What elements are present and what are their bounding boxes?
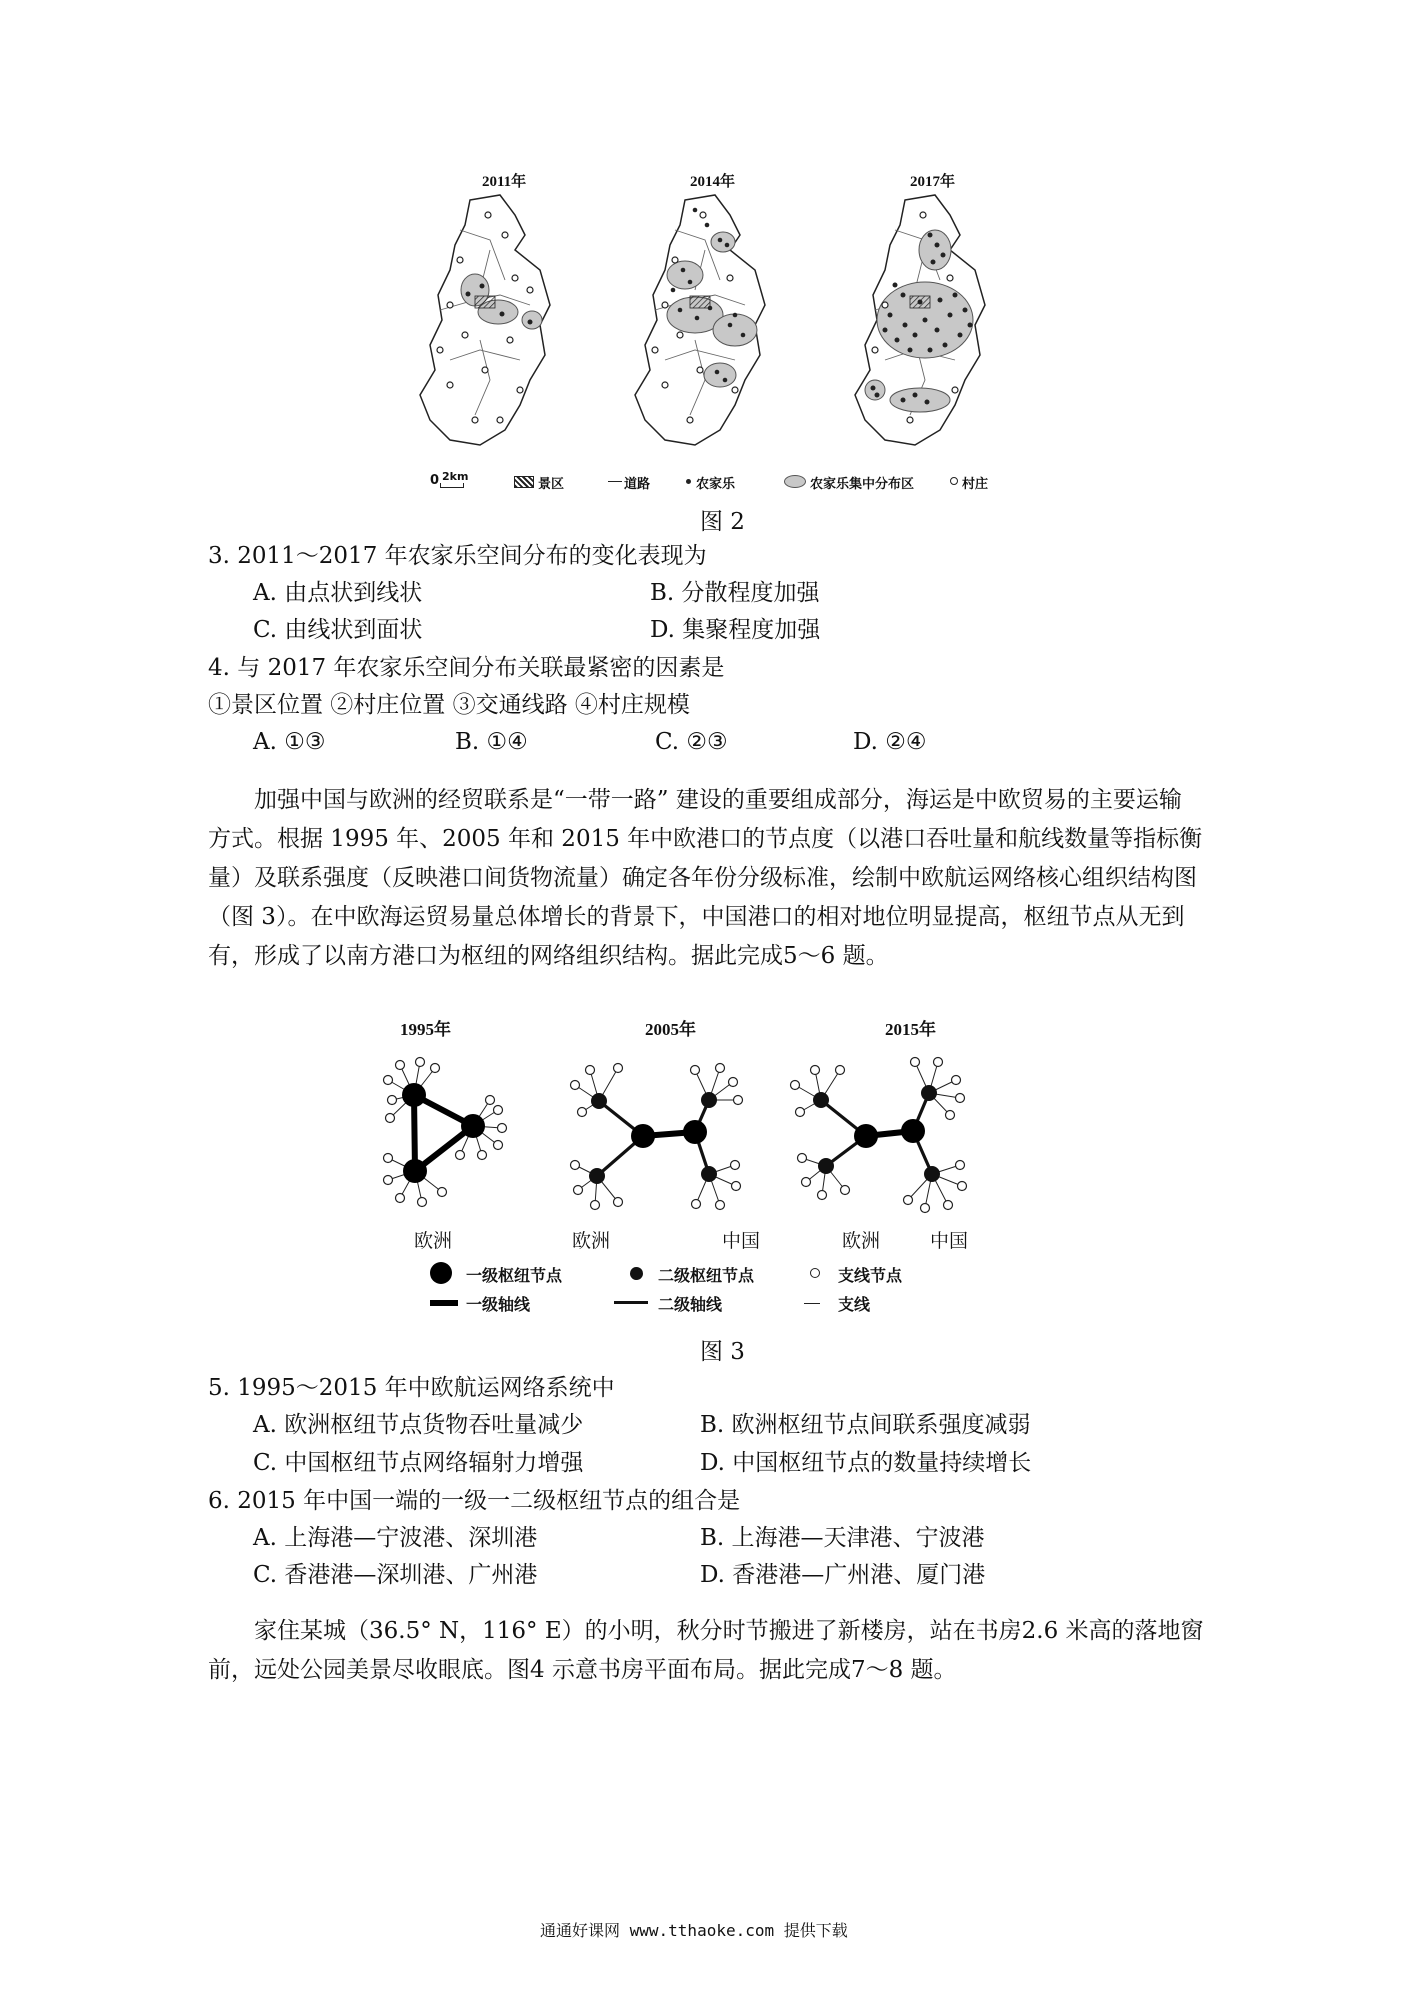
map-2011: [420, 195, 550, 445]
q6-option-b: B. 上海港—天津港、宁波港: [700, 1525, 985, 1551]
legend-level2-axis: 二级轴线: [658, 1295, 723, 1314]
legend-level1-axis: 一级轴线: [466, 1295, 531, 1314]
scale-bar: [440, 483, 464, 488]
region-label-china-2015: 中国: [930, 1230, 969, 1252]
road-icon: [608, 481, 622, 482]
region-label-europe-1995: 欧洲: [414, 1230, 453, 1252]
map-2017: [855, 195, 985, 445]
q4-option-c: C. ②③: [655, 729, 728, 755]
year-label-1995: 1995年: [400, 1020, 451, 1039]
q4-option-d: D. ②④: [853, 729, 927, 755]
legend-cluster-area: 农家乐集中分布区: [810, 477, 915, 492]
region-label-china-2005: 中国: [722, 1230, 761, 1252]
passage-shipping: 加强中国与欧洲的经贸联系是“一带一路” 建设的重要组成部分，海运是中欧贸易的主要运输方式。根据 1995 年、2005 年和 2015 年中欧港口的节点度（以港口吞吐量和航线数量等指标衡量）及联系强度（反映港口间货物流量）确定各年份分级标准，绘制中欧航运网络核心组织结构图（图 3）。在中欧海运贸易量总体增长的背景下，中国港口的相对地位明显提高，枢纽节点从无到有，形成了以南方港口为枢纽的网络组织结构。据此完成5～6 题。: [208, 787, 1203, 969]
q6-option-c: C. 香港港—深圳港、广州港: [253, 1562, 538, 1588]
branch-node-icon: [810, 1268, 820, 1278]
figure2-legend: [430, 470, 1030, 493]
level1-axis-icon: [430, 1300, 458, 1306]
year-label-2015: 2015年: [885, 1020, 936, 1039]
map-title-2014: 2014年: [690, 174, 736, 190]
q3-stem: 3. 2011～2017 年农家乐空间分布的变化表现为: [208, 543, 707, 569]
q6-option-a: A. 上海港—宁波港、深圳港: [253, 1525, 538, 1551]
legend-road: 道路: [624, 477, 651, 492]
village-circle-icon: [950, 477, 958, 485]
q6-option-d: D. 香港港—广州港、厦门港: [700, 1562, 986, 1588]
q5-option-b: B. 欧洲枢纽节点间联系强度减弱: [700, 1412, 1031, 1438]
scale-unit: 2km: [442, 470, 469, 483]
q4-stem: 4. 与 2017 年农家乐空间分布关联最紧密的因素是: [208, 655, 725, 681]
legend-level2-hub: 二级枢纽节点: [658, 1266, 755, 1285]
figure-2: [400, 160, 1040, 500]
network-diagrams: [370, 1040, 1030, 1220]
q3-option-b: B. 分散程度加强: [650, 580, 820, 606]
region-label-europe-2005: 欧洲: [572, 1230, 611, 1252]
figure3-legend: [430, 1260, 990, 1320]
q5-option-d: D. 中国枢纽节点的数量持续增长: [700, 1450, 1032, 1476]
scale-zero: 0: [430, 473, 440, 488]
branch-line-icon: [804, 1303, 820, 1304]
legend-farmhouse: 农家乐: [696, 477, 736, 492]
legend-scenic: 景区: [538, 477, 565, 492]
map-title-2011: 2011年: [482, 174, 527, 190]
legend-village: 村庄: [962, 477, 989, 492]
farmhouse-dot-icon: [686, 479, 691, 484]
legend-branch-line: 支线: [838, 1295, 871, 1314]
level2-axis-icon: [614, 1301, 648, 1304]
year-label-2005: 2005年: [645, 1020, 696, 1039]
level1-hub-icon: [430, 1262, 452, 1284]
q4-option-a: A. ①③: [253, 729, 326, 755]
legend-branch-node: 支线节点: [838, 1266, 903, 1285]
q5-option-c: C. 中国枢纽节点网络辐射力增强: [253, 1450, 584, 1476]
q5-option-a: A. 欧洲枢纽节点货物吞吐量减少: [253, 1412, 584, 1438]
figure3-caption: 图 3: [700, 1339, 745, 1365]
q3-option-d: D. 集聚程度加强: [650, 617, 821, 643]
map-title-2017: 2017年: [910, 174, 956, 190]
level1-axes: [414, 1095, 913, 1171]
q4-option-b: B. ①④: [455, 729, 528, 755]
q3-option-a: A. 由点状到线状: [253, 580, 423, 606]
q4-factors: ①景区位置 ②村庄位置 ③交通线路 ④村庄规模: [208, 692, 690, 718]
region-label-europe-2015: 欧洲: [842, 1230, 881, 1252]
figure2-caption: 图 2: [700, 509, 745, 535]
q6-stem: 6. 2015 年中国一端的一级一二级枢纽节点的组合是: [208, 1488, 741, 1514]
level2-hub-icon: [630, 1267, 643, 1280]
legend-level1-hub: 一级枢纽节点: [466, 1266, 563, 1285]
map-2014: [635, 195, 765, 445]
figure-3: [370, 1010, 1030, 1314]
village-maps: [400, 190, 1040, 490]
q3-option-c: C. 由线状到面状: [253, 617, 423, 643]
scenic-area-icon: [514, 476, 534, 488]
page-footer: 通通好课网 www.tthaoke.com 提供下载: [540, 1921, 848, 1940]
cluster-area-icon: [784, 475, 806, 488]
passage-study-room: 家住某城（36.5° N，116° E）的小明，秋分时节搬进了新楼房，站在书房2.6 米高的落地窗前，远处公园美景尽收眼底。图4 示意书房平面布局。据此完成7～8 题。: [208, 1618, 1204, 1683]
q5-stem: 5. 1995～2015 年中欧航运网络系统中: [208, 1375, 615, 1401]
